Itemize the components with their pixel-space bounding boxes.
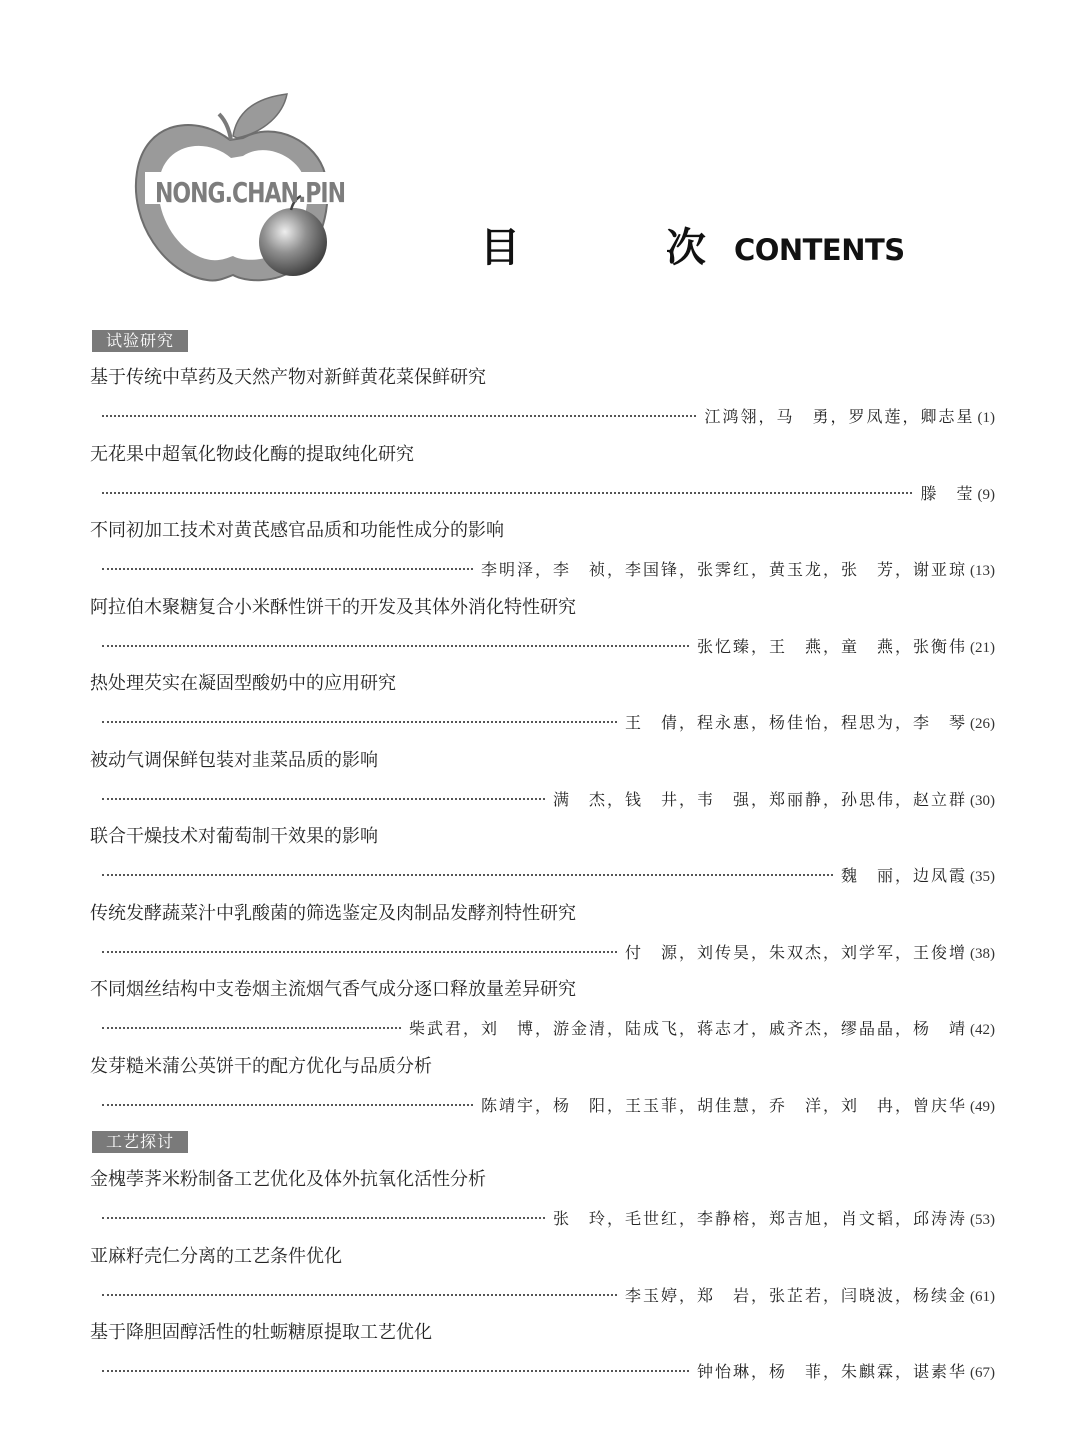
article-page: (30) [970, 793, 995, 809]
article-authors: 张忆臻，王 燕，童 燕，张衡伟 [696, 637, 967, 656]
article-title[interactable]: 金槐荸荠米粉制备工艺优化及体外抗氧化活性分析 [90, 1169, 486, 1190]
article-page: (38) [970, 946, 995, 962]
section-label-process-discussion: 工艺探讨 [92, 1131, 188, 1153]
article-authors: 张 玲，毛世红，李静榕，郑吉旭，肖文韬，邱涛涛 [552, 1209, 967, 1228]
toc-entry[interactable] [90, 672, 995, 733]
article-page: (53) [970, 1212, 995, 1228]
toc-entry[interactable] [90, 749, 995, 810]
dot-leader [102, 645, 689, 647]
article-page: (49) [970, 1099, 995, 1115]
section-label-experimental-research: 试验研究 [92, 330, 188, 352]
article-title[interactable]: 热处理芡实在凝固型酸奶中的应用研究 [90, 673, 396, 694]
toc-entry[interactable] [90, 366, 995, 427]
article-title[interactable]: 无花果中超氧化物歧化酶的提取纯化研究 [90, 444, 414, 465]
article-authors: 滕 莹 [920, 484, 975, 503]
title-chinese: 目 次 [480, 224, 772, 271]
article-authors: 付 源，刘传昊，朱双杰，刘学军，王俊增 [624, 943, 967, 962]
article-page: (26) [970, 716, 995, 732]
toc-entry[interactable] [90, 1055, 995, 1116]
article-title[interactable]: 发芽糙米蒲公英饼干的配方优化与品质分析 [90, 1056, 432, 1077]
dot-leader [102, 1217, 545, 1219]
article-authors: 柴武君，刘 博，游金清，陆成飞，蒋志才，戚齐杰，缪晶晶，杨 靖 [408, 1019, 967, 1038]
article-title[interactable]: 传统发酵蔬菜汁中乳酸菌的筛选鉴定及肉制品发酵剂特性研究 [90, 903, 576, 924]
article-page: (42) [970, 1022, 995, 1038]
toc-entry[interactable] [90, 902, 995, 963]
dot-leader [102, 1027, 401, 1029]
article-authors: 陈靖宇，杨 阳，王玉菲，胡佳慧，乔 洋，刘 冉，曾庆华 [480, 1096, 967, 1115]
toc-entry[interactable] [90, 978, 995, 1039]
dot-leader [102, 951, 617, 953]
toc-entry[interactable] [90, 825, 995, 886]
article-page: (1) [977, 410, 995, 426]
article-authors: 钟怡琳，杨 菲，朱麒霖，谌素华 [696, 1362, 967, 1381]
contents-title [480, 218, 905, 271]
dot-leader [102, 874, 833, 876]
dot-leader [102, 1294, 617, 1296]
article-page: (13) [970, 563, 995, 579]
article-authors: 王 倩，程永惠，杨佳怡，程思为，李 琴 [624, 713, 967, 732]
article-page: (9) [977, 487, 995, 503]
article-title[interactable]: 不同烟丝结构中支卷烟主流烟气香气成分逐口释放量差异研究 [90, 979, 576, 1000]
dot-leader [102, 798, 545, 800]
article-title[interactable]: 基于降胆固醇活性的牡蛎糖原提取工艺优化 [90, 1322, 432, 1343]
article-title[interactable]: 阿拉伯木聚糖复合小米酥性饼干的开发及其体外消化特性研究 [90, 597, 576, 618]
dot-leader [102, 1104, 473, 1106]
article-authors: 江鸿翎，马 勇，罗凤莲，卿志星 [704, 407, 975, 426]
article-page: (61) [970, 1289, 995, 1305]
article-title[interactable]: 不同初加工技术对黄芪感官品质和功能性成分的影响 [90, 520, 504, 541]
article-title[interactable]: 基于传统中草药及天然产物对新鲜黄花菜保鲜研究 [90, 367, 486, 388]
article-authors: 魏 丽，边凤霞 [840, 866, 967, 885]
article-authors: 李玉婷，郑 岩，张芷若，闫晓波，杨续金 [624, 1286, 967, 1305]
article-page: (35) [970, 869, 995, 885]
article-page: (21) [970, 640, 995, 656]
toc-entry[interactable] [90, 1245, 995, 1306]
toc-entry[interactable] [90, 443, 995, 504]
article-title[interactable]: 被动气调保鲜包装对韭菜品质的影响 [90, 750, 378, 771]
toc-entry[interactable] [90, 596, 995, 657]
article-page: (67) [970, 1365, 995, 1381]
title-english: CONTENTS [733, 232, 905, 267]
article-title[interactable]: 亚麻籽壳仁分离的工艺条件优化 [90, 1246, 342, 1267]
article-authors: 李明泽，李 祯，李国锋，张霁红，黄玉龙，张 芳，谢亚琼 [480, 560, 967, 579]
dot-leader [102, 1370, 689, 1372]
dot-leader [102, 492, 912, 494]
dot-leader [102, 568, 473, 570]
dot-leader [102, 415, 696, 417]
toc-entry[interactable] [90, 1168, 995, 1229]
dot-leader [102, 721, 617, 723]
toc-entry[interactable] [90, 519, 995, 580]
article-authors: 满 杰，钱 井，韦 强，郑丽静，孙思伟，赵立群 [552, 790, 967, 809]
article-title[interactable]: 联合干燥技术对葡萄制干效果的影响 [90, 826, 378, 847]
logo-text: NONG.CHAN.PIN [155, 178, 346, 210]
toc-entry[interactable] [90, 1321, 995, 1382]
